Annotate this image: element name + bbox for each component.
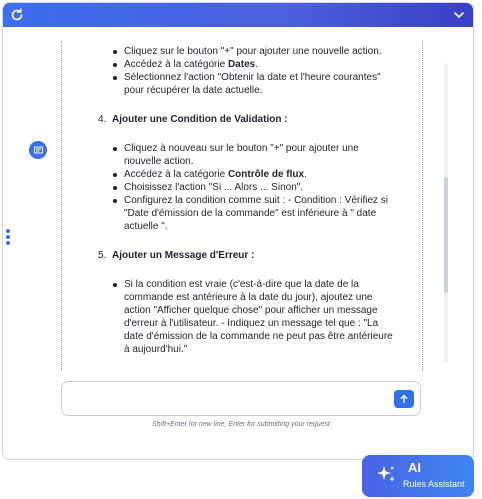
sparkles-icon bbox=[374, 463, 398, 487]
assistant-panel bbox=[2, 2, 474, 460]
message-scroll-area[interactable] bbox=[61, 41, 423, 371]
step-heading: 5. Ajouter un Message d'Erreur : bbox=[98, 250, 255, 261]
step-heading: 4. Ajouter une Condition de Validation : bbox=[98, 114, 288, 125]
list-item: Accédez à la catégorie Contrôle de flux. bbox=[124, 168, 398, 181]
list-item: Sélectionnez l'action "Obtenir la date et l'heure courantes" pour récupérer la date actuelle. bbox=[124, 71, 398, 97]
message-input[interactable] bbox=[61, 381, 421, 416]
list-item: Configurez la condition comme suit : - Condition : Vérifiez si "Date d'émission de la commande" est inférieure à " date actuelle ". bbox=[124, 194, 398, 233]
list-item: Choisissez l'action "Si ... Alors ... Sinon". bbox=[124, 181, 398, 194]
input-hint: Shift+Enter for new line, Enter for submitting your request bbox=[151, 421, 330, 428]
badge-title: AI bbox=[408, 460, 421, 475]
list-item: Cliquez sur le bouton "+" pour ajouter une nouvelle action. bbox=[124, 45, 398, 58]
send-button[interactable] bbox=[394, 390, 414, 408]
scrollbar[interactable] bbox=[444, 63, 448, 363]
resize-handle-icon[interactable] bbox=[6, 229, 12, 245]
refresh-icon[interactable] bbox=[9, 7, 25, 23]
list-item: Cliquez à nouveau sur le bouton "+" pour ajouter une nouvelle action. bbox=[124, 142, 398, 168]
list-item: Si la condition est vraie (c'est-à-dire que la date de la commande est antérieure à la date du jour), ajoutez une action "Afficher quelque chose" pour afficher un message d'erreur à l'utilisateur. - Indiquez un message tel que : "La date d'émission de la commande ne peut pas être antérieure à aujourd'hui." bbox=[124, 278, 398, 356]
panel-header bbox=[3, 3, 473, 27]
chat-history-icon[interactable] bbox=[29, 141, 47, 159]
badge-subtitle: Rules Assistant bbox=[403, 479, 465, 489]
step-list bbox=[72, 278, 412, 356]
ai-rules-assistant-button[interactable] bbox=[362, 455, 474, 497]
arrow-up-icon bbox=[399, 394, 409, 404]
step-list bbox=[72, 142, 412, 233]
chevron-down-icon[interactable] bbox=[452, 8, 466, 22]
scrollbar-thumb[interactable] bbox=[444, 177, 448, 293]
assistant-message bbox=[62, 45, 422, 371]
intro-list bbox=[72, 45, 412, 97]
list-item: Accédez à la catégorie Dates. bbox=[124, 58, 398, 71]
